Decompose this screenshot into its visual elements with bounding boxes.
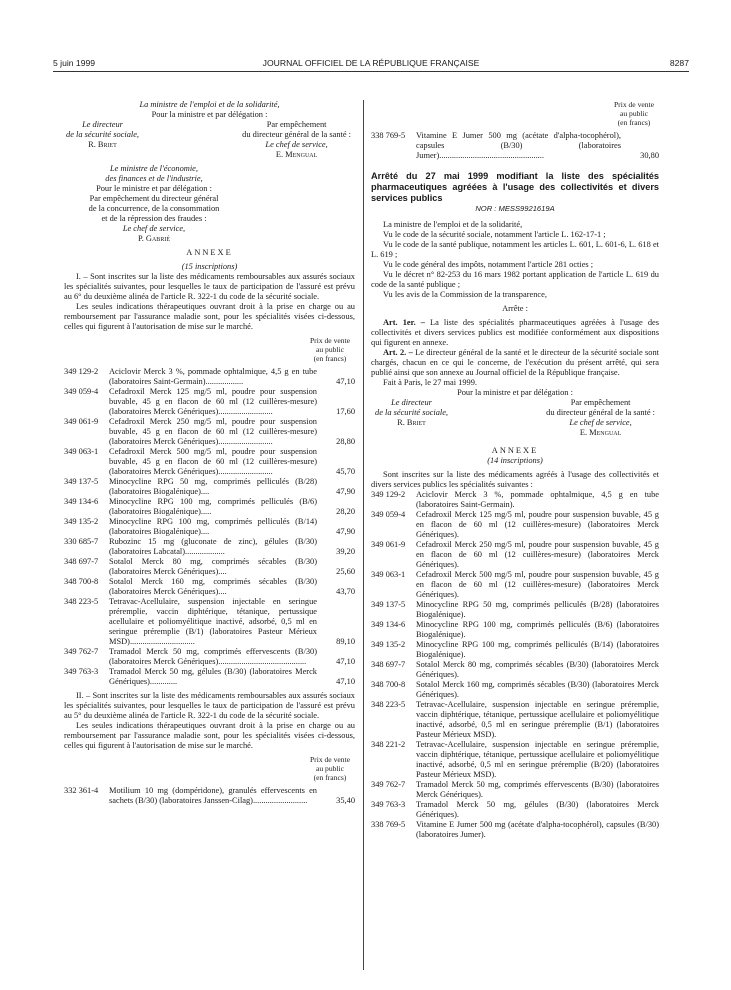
signature-name: E. Mengual	[275, 150, 318, 159]
signature-line: Le directeur	[391, 398, 432, 407]
signature-name: R. Briet	[88, 140, 117, 149]
product-code: 349 762-7	[64, 647, 99, 656]
product-code: 349 134-6	[371, 620, 406, 629]
signature-right	[242, 120, 351, 160]
product-code: 349 061-9	[64, 417, 99, 426]
product-description: Cefadroxil Merck 500 mg/5 ml, poudre pour suspension buvable, 45 g en flacon de 60 ml (12 cuillères-mesure) (laboratoires Merck Génériques).	[416, 570, 659, 599]
product-price: 25,60	[336, 567, 355, 576]
article-1-text: La liste des spécialités pharmaceutiques agréées à l'usage des collectivités et divers services publics est modifiée conformément aux dispositions qui figurent en annexe.	[371, 318, 660, 347]
list-item	[371, 600, 659, 620]
product-description: Motilium 10 mg (dompéridone), granulés effervescents en sachets (B/30) (laboratoires Janssen-Cilag)..........................	[109, 786, 317, 805]
left-column	[64, 100, 355, 806]
visas-list	[371, 220, 659, 300]
list-item	[371, 740, 659, 780]
signature-line: Le ministre de l'économie,	[109, 164, 198, 173]
product-price: 47,10	[336, 377, 355, 386]
product-price: 47,10	[336, 657, 355, 666]
product-code: 349 134-6	[64, 497, 99, 506]
product-description: Aciclovir Merck 3 %, pommade ophtalmique, 4,5 g en tube (laboratoires Saint-Germain)..................	[109, 367, 317, 386]
signature-minister: La ministre de l'emploi et de la solidarité,	[139, 100, 280, 109]
price-column-header	[305, 755, 355, 782]
list-item	[371, 820, 659, 840]
list-item	[64, 387, 355, 417]
product-code: 349 063-1	[371, 570, 406, 579]
signature-block-2	[64, 164, 244, 244]
signature-line: Le chef de service,	[265, 140, 328, 149]
product-code: 348 700-8	[371, 680, 406, 689]
price-header-line: Prix de vente	[309, 755, 351, 764]
signature-line: Le chef de service,	[569, 418, 632, 427]
signature-line: de la concurrence, de la consommation	[88, 204, 220, 213]
price-column-header	[305, 336, 355, 363]
product-price: 47,90	[336, 527, 355, 536]
signature-line: du directeur général de la santé :	[242, 130, 351, 139]
paragraph-indications-1: Les seules indications thérapeutiques ouvrant droit à la prise en charge ou au remboursement par l'assurance maladie sont, pour les spécialités visées ci-dessous, celles qui figurent à l'autorisation de mise sur le marché.	[64, 302, 355, 331]
list-item	[64, 647, 355, 667]
signature-line: et de la répression des fraudes :	[101, 214, 207, 223]
product-code: 349 059-4	[371, 510, 406, 519]
product-code: 349 137-5	[64, 477, 99, 486]
medication-list-2	[64, 786, 355, 806]
medication-list-right	[371, 490, 659, 840]
list-item	[64, 477, 355, 497]
product-price: 17,60	[336, 407, 355, 416]
product-price: 35,40	[336, 796, 355, 805]
product-description: Rubozinc 15 mg (gluconate de zinc), gélules (B/30) (laboratoires Labcatal)...................	[109, 537, 317, 556]
signature-left	[375, 398, 448, 438]
annexe-heading: ANNEXE	[186, 248, 233, 257]
list-item	[64, 667, 355, 687]
product-code: 349 762-7	[371, 780, 406, 789]
signature-line: des finances et de l'industrie,	[105, 174, 203, 183]
product-price: 45,70	[336, 467, 355, 476]
product-code: 348 697-7	[371, 660, 406, 669]
product-price: 39,20	[336, 547, 355, 556]
product-code: 349 063-1	[64, 447, 99, 456]
signature-line: du directeur général de la santé :	[546, 408, 655, 417]
product-code: 349 763-3	[64, 667, 99, 676]
product-description: Tetravac-Acellulaire, suspension injectable en seringue préremplie, vaccin diphtérique, tétanique, pertussique acellulaire et poliomyélitique inactivé, adsorbé, 0,5 ml en seringue préremplie (B/20) (laboratoires Pasteur Mérieux MSD).	[416, 740, 659, 779]
list-item	[371, 660, 659, 680]
product-code: 348 697-7	[64, 557, 99, 566]
product-description: Cefadroxil Merck 250 mg/5 ml, poudre pour suspension buvable, 45 g en flacon de 60 ml (12 cuillères-mesure) (laboratoires Merck Génériques).	[416, 540, 659, 569]
list-item	[371, 540, 659, 570]
price-header-line: au public	[315, 764, 345, 773]
product-price: 28,80	[336, 437, 355, 446]
product-code: 349 135-2	[64, 517, 99, 526]
product-price: 28,20	[336, 507, 355, 516]
inscriptions-count: (15 inscriptions)	[181, 262, 238, 271]
signature-line: Le directeur	[82, 120, 123, 129]
price-header-line: au public	[619, 109, 649, 118]
product-code: 349 129-2	[64, 367, 99, 376]
list-item	[371, 490, 659, 510]
product-code: 330 685-7	[64, 537, 99, 546]
signature-line: de la sécurité sociale,	[66, 130, 140, 139]
product-description: Tramadol Merck 50 mg, gélules (B/30) (laboratoires Merck Génériques).............	[109, 667, 317, 686]
list-item	[371, 510, 659, 540]
price-header-line: (en francs)	[313, 354, 347, 363]
header-date: 5 juin 1999	[53, 58, 96, 68]
paragraph-section-2: II. – Sont inscrites sur la liste des médicaments remboursables aux assurés sociaux les spécialités suivantes, pour lesquelles le taux de participation de l'assuré est prévu au 5° du deuxième alinéa de l'article R. 322-1 du code de la sécurité sociale.	[64, 691, 355, 720]
signature-name: R. Briet	[397, 418, 426, 427]
product-description: Minocycline RPG 100 mg, comprimés pelliculés (B/14) (laboratoires Biogalénique).	[416, 640, 659, 659]
header-page-number: 8287	[669, 58, 689, 68]
column-divider	[363, 100, 364, 970]
product-description: Vitamine E Jumer 500 mg (acétate d'alpha-tocophérol), capsules (B/30) (laboratoires Jumer)..................................................	[416, 131, 621, 160]
inscriptions-count: (14 inscriptions)	[487, 456, 543, 465]
price-header-line: (en francs)	[617, 118, 651, 127]
paragraph-indications-2: Les seules indications thérapeutiques ouvrant droit à la prise en charge ou au remboursement par l'assurance maladie sont, pour les spécialités visées ci-dessous, celles qui figurent à l'autorisation de mise sur le marché.	[64, 721, 355, 750]
visa-line: Vu le code de la sécurité sociale, notamment l'article L. 162-17-1 ;	[383, 230, 606, 239]
signature-pair-1	[64, 120, 355, 160]
price-header-line: au public	[315, 345, 345, 354]
product-description: Sotalol Merck 160 mg, comprimés sécables (B/30) (laboratoires Merck Génériques).	[416, 680, 659, 699]
product-description: Tramadol Merck 50 mg, gélules (B/30) (laboratoires Merck Génériques).	[416, 800, 659, 819]
product-description: Sotalol Merck 80 mg, comprimés sécables (B/30) (laboratoires Merck Génériques)....	[109, 557, 317, 576]
article-1-label: Art. 1er. –	[383, 318, 425, 327]
article-2	[371, 348, 659, 378]
product-description: Minocycline RPG 100 mg, comprimés pelliculés (B/6) (laboratoires Biogalénique).	[416, 620, 659, 639]
article-2-label: Art. 2. –	[383, 348, 413, 357]
list-item	[64, 367, 355, 387]
product-description: Sotalol Merck 80 mg, comprimés sécables (B/30) (laboratoires Merck Génériques).	[416, 660, 659, 679]
delegation-line: Pour la ministre et par délégation :	[457, 388, 573, 397]
decree-title: Arrêté du 27 mai 1999 modifiant la liste des spécialités pharmaceutiques agréées à l'usage des collectivités et divers services publics	[371, 171, 659, 203]
signature-line: de la sécurité sociale,	[375, 408, 449, 417]
signature-line: Pour le ministre et par délégation :	[96, 184, 212, 193]
list-item	[371, 640, 659, 660]
product-description: Cefadroxil Merck 500 mg/5 ml, poudre pour suspension buvable, 45 g en flacon de 60 ml (12 cuillères-mesure) (laboratoires Merck Génériques)..........................	[109, 447, 317, 476]
annexe-intro: Sont inscrites sur la liste des médicaments agréés à l'usage des collectivités et divers services publics les spécialités suivantes :	[371, 470, 659, 489]
product-description: Tetravac-Acellulaire, suspension injectable en seringue préremplie, vaccin diphtérique, tétanique, pertussique acellulaire et poliomyélitique inactivé, adsorbé, 0,5 ml en seringue préremplie (B/1) (laboratoires Pasteur Mérieux MSD)...............................	[109, 597, 317, 646]
product-description: Minocycline RPG 50 mg, comprimés pelliculés (B/28) (laboratoires Biogalénique)....	[109, 477, 317, 496]
list-item	[64, 537, 355, 557]
product-code: 348 223-5	[371, 700, 406, 709]
signature-left	[66, 120, 139, 160]
signature-delegation: Pour la ministre et par délégation :	[151, 110, 268, 119]
list-item	[371, 780, 659, 800]
header-rule	[53, 71, 689, 72]
product-code: 349 137-5	[371, 600, 406, 609]
header-journal-title: JOURNAL OFFICIEL DE LA RÉPUBLIQUE FRANÇAISE	[262, 58, 480, 68]
visa-line: La ministre de l'emploi et de la solidarité,	[383, 220, 523, 229]
product-code: 349 061-9	[371, 540, 406, 549]
list-item	[64, 497, 355, 517]
paragraph-section-1: I. – Sont inscrites sur la liste des médicaments remboursables aux assurés sociaux les spécialités suivantes, pour lesquelles le taux de participation de l'assuré est prévu au 6° du deuxième alinéa de l'article R. 322-1 du code de la sécurité sociale.	[64, 272, 355, 301]
product-description: Vitamine E Jumer 500 mg (acétate d'alpha-tocophérol), capsules (B/30) (laboratoires Jumer).	[416, 820, 659, 839]
signature-line: Par empêchement	[570, 398, 631, 407]
list-item	[371, 620, 659, 640]
arrete-heading: Arrête :	[502, 304, 528, 313]
product-description: Tetravac-Acellulaire, suspension injectable en seringue préremplie, vaccin diphtérique, tétanique, pertussique acellulaire et poliomyélitique inactivé, adsorbé, 0,5 ml en seringue préremplie (B/1) (laboratoires Pasteur Mérieux MSD).	[416, 700, 659, 739]
product-code: 348 700-8	[64, 577, 99, 586]
product-description: Cefadroxil Merck 125 mg/5 ml, poudre pour suspension buvable, 45 g en flacon de 60 ml (12 cuillères-mesure) (laboratoires Merck Génériques)..........................	[109, 387, 317, 416]
visa-line: Vu le code général des impôts, notamment l'article 281 octies ;	[383, 260, 594, 269]
product-description: Minocycline RPG 50 mg, comprimés pelliculés (B/28) (laboratoires Biogalénique).	[416, 600, 659, 619]
list-item	[371, 800, 659, 820]
list-item	[64, 517, 355, 537]
product-price: 89,10	[336, 637, 355, 646]
list-item	[64, 447, 355, 477]
price-header-line: Prix de vente	[309, 336, 351, 345]
signature-pair-right	[371, 398, 659, 438]
price-column-header	[609, 100, 659, 127]
signature-name: P. Gabrié	[138, 234, 170, 243]
annexe-heading: ANNEXE	[491, 446, 539, 455]
product-code: 349 059-4	[64, 387, 99, 396]
product-price: 30,80	[640, 151, 659, 160]
price-header-line: Prix de vente	[613, 100, 655, 109]
product-code: 349 763-3	[371, 800, 406, 809]
signature-line: Par empêchement du directeur général	[89, 194, 219, 203]
list-item	[64, 417, 355, 447]
page-header	[53, 58, 689, 70]
list-item	[64, 557, 355, 577]
nor-reference: NOR : MESS9921619A	[475, 204, 555, 213]
fait-line: Fait à Paris, le 27 mai 1999.	[383, 378, 477, 387]
list-item	[64, 577, 355, 597]
visa-line: Vu les avis de la Commission de la transparence,	[383, 290, 547, 299]
visa-line: Vu le code de la santé publique, notamment les articles L. 601, L. 601-6, L. 618 et L. 619 ;	[371, 240, 659, 259]
signature-block-1	[64, 100, 355, 120]
product-description: Cefadroxil Merck 125 mg/5 ml, poudre pour suspension buvable, 45 g en flacon de 60 ml (12 cuillères-mesure) (laboratoires Merck Génériques).	[416, 510, 659, 539]
product-code: 332 361-4	[64, 786, 99, 795]
product-description: Tramadol Merck 50 mg, comprimés effervescents (B/30) (laboratoires Merck Génériques).	[416, 780, 659, 799]
product-code: 338 769-5	[371, 131, 406, 140]
product-price: 43,70	[336, 587, 355, 596]
list-item	[371, 570, 659, 600]
article-2-text: Le directeur général de la santé et le directeur de la sécurité sociale sont chargés, chacun en ce qui le concerne, de l'exécution du présent arrêté, qui sera publié ainsi que son annexe au Journal officiel de la République française.	[371, 348, 659, 377]
list-item	[371, 680, 659, 700]
product-description: Tramadol Merck 50 mg, comprimés effervescents (B/30) (laboratoires Merck Génériques)..........................................	[109, 647, 317, 666]
medication-list-1	[64, 367, 355, 687]
product-description: Sotalol Merck 160 mg, comprimés sécables (B/30) (laboratoires Merck Génériques)....	[109, 577, 317, 596]
product-code: 349 135-2	[371, 640, 406, 649]
list-item	[371, 131, 659, 161]
signature-name: E. Mengual	[579, 428, 622, 437]
signature-line: Par empêchement	[266, 120, 327, 129]
right-column	[371, 100, 659, 840]
product-description: Cefadroxil Merck 250 mg/5 ml, poudre pour suspension buvable, 45 g en flacon de 60 ml (12 cuillères-mesure) (laboratoires Merck Génériques)..........................	[109, 417, 317, 446]
visa-line: Vu le décret n° 82-253 du 16 mars 1982 portant application de l'article L. 619 du code de la santé publique ;	[371, 270, 659, 289]
product-description: Aciclovir Merck 3 %, pommade ophtalmique, 4,5 g en tube (laboratoires Saint-Germain).	[416, 490, 659, 509]
list-item	[64, 597, 355, 647]
product-description: Minocycline RPG 100 mg, comprimés pelliculés (B/6) (laboratoires Biogalénique).....	[109, 497, 317, 516]
price-header-line: (en francs)	[313, 773, 347, 782]
product-price: 47,90	[336, 487, 355, 496]
list-item	[371, 700, 659, 740]
product-description: Minocycline RPG 100 mg, comprimés pelliculés (B/14) (laboratoires Biogalénique)....	[109, 517, 317, 536]
product-code: 348 221-2	[371, 740, 406, 749]
signature-line: Le chef de service,	[122, 224, 186, 233]
list-item	[64, 786, 355, 806]
product-code: 338 769-5	[371, 820, 406, 829]
article-1	[371, 318, 659, 348]
product-price: 47,10	[336, 677, 355, 686]
signature-right	[546, 398, 655, 438]
product-code: 348 223-5	[64, 597, 99, 606]
product-code: 349 129-2	[371, 490, 406, 499]
